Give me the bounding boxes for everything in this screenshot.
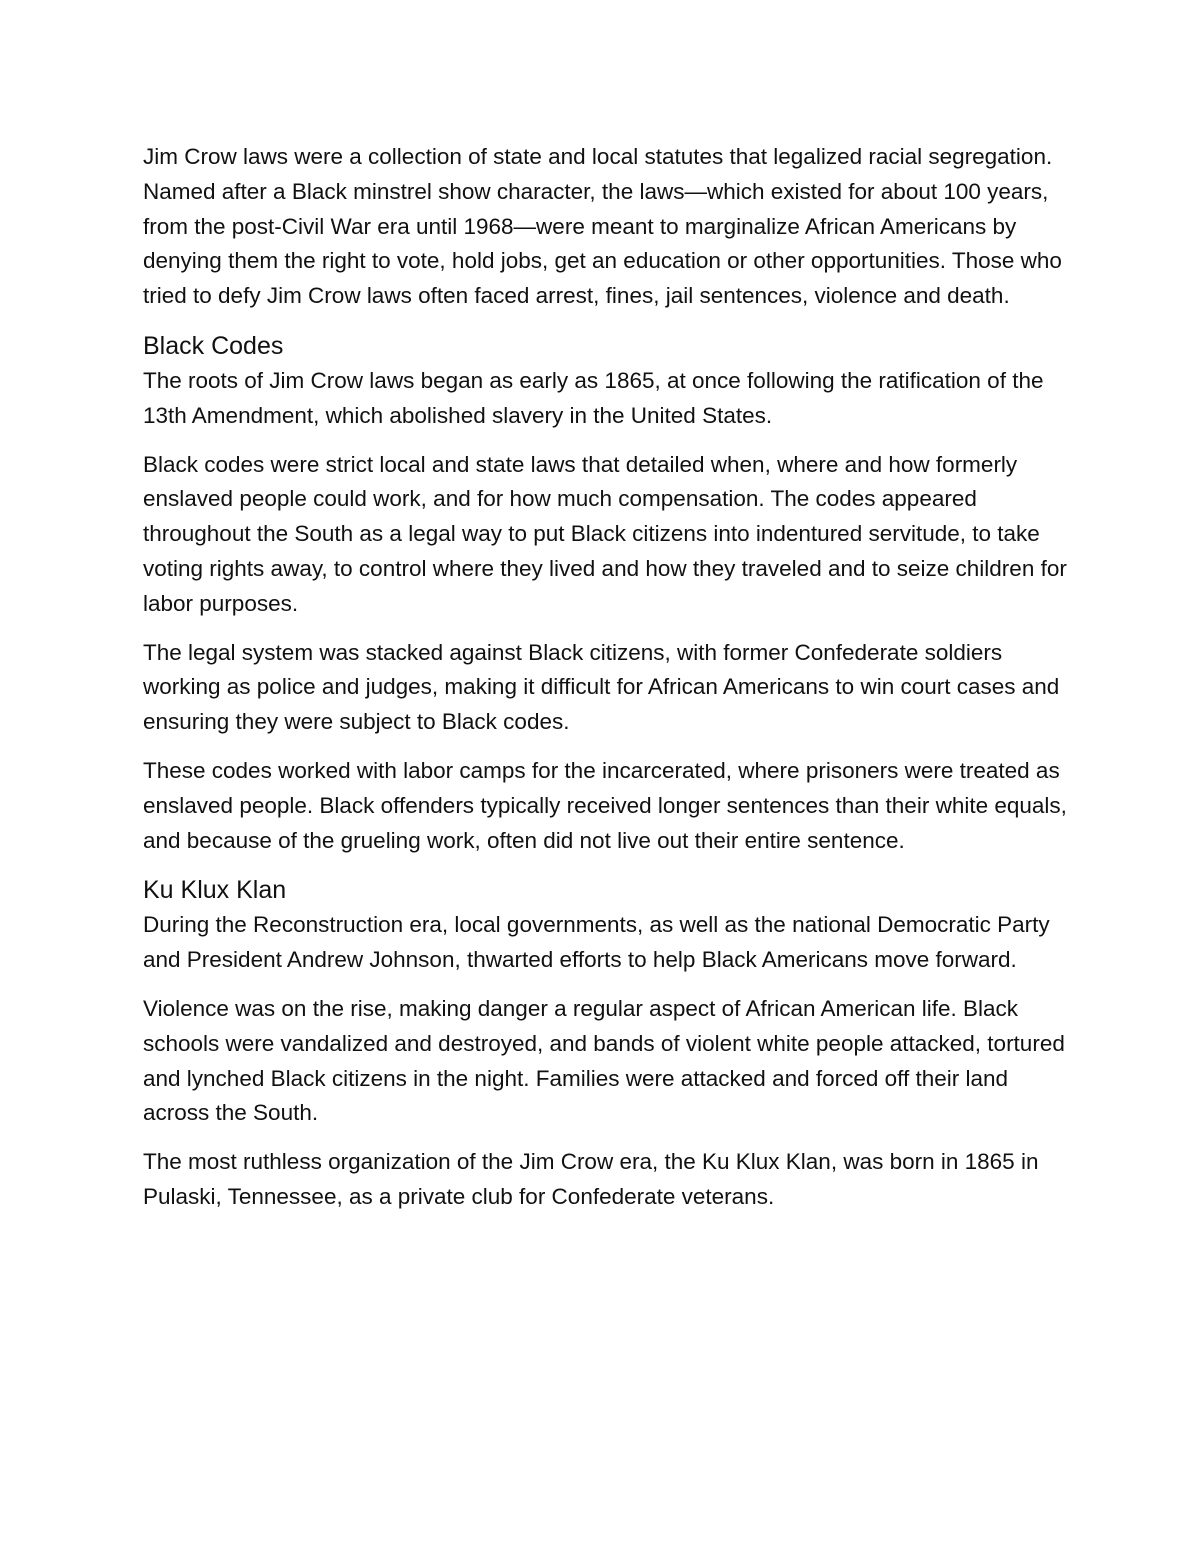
paragraph: The most ruthless organization of the Jim Crow era, the Ku Klux Klan, was born in 1865 in Pulaski, Tennessee, as a private club for Confederate veterans. xyxy=(143,1149,1039,1209)
section-black-codes xyxy=(143,328,1068,858)
section-ku-klux-klan xyxy=(143,872,1068,1214)
paragraph: Black codes were strict local and state laws that detailed when, where and how formerly enslaved people could work, and for how much compensation. The codes appeared throughout the South as a legal way to put Black citizens into indentured servitude, to take voting rights away, to control where they lived and how they traveled and to seize children for labor purposes. xyxy=(143,451,1067,616)
intro-paragraph: Jim Crow laws were a collection of state and local statutes that legalized racial segregation. Named after a Black minstrel show character, the laws—which existed for about 100 years, from the post-Civil War era until 1968—were meant to marginalize African Americans by denying them the right to vote, hold jobs, get an education or other opportunities. Those who tried to defy Jim Crow laws often faced arrest, fines, jail sentences, violence and death. xyxy=(143,144,1062,309)
paragraph: Violence was on the rise, making danger a regular aspect of African American life. Black schools were vandalized and destroyed, and bands of violent white people attacked, tortured and lynched Black citizens in the night. Families were attacked and forced off their land across the South. xyxy=(143,995,1065,1126)
section-heading: Black Codes xyxy=(143,331,284,360)
paragraph: The roots of Jim Crow laws began as early as 1865, at once following the ratification of the 13th Amendment, which abolished slavery in the United States. xyxy=(143,367,1044,428)
section-heading: Ku Klux Klan xyxy=(143,876,287,905)
paragraph: During the Reconstruction era, local governments, as well as the national Democratic Party and President Andrew Johnson, thwarted efforts to help Black Americans move forward. xyxy=(143,912,1050,973)
document-body xyxy=(143,140,1068,1229)
paragraph: These codes worked with labor camps for the incarcerated, where prisoners were treated as enslaved people. Black offenders typically received longer sentences than their white equals, and because of the grueling work, often did not live out their entire sentence. xyxy=(143,757,1067,853)
paragraph: The legal system was stacked against Black citizens, with former Confederate soldiers working as police and judges, making it difficult for African Americans to win court cases and ensuring they were subject to Black codes. xyxy=(143,639,1060,735)
